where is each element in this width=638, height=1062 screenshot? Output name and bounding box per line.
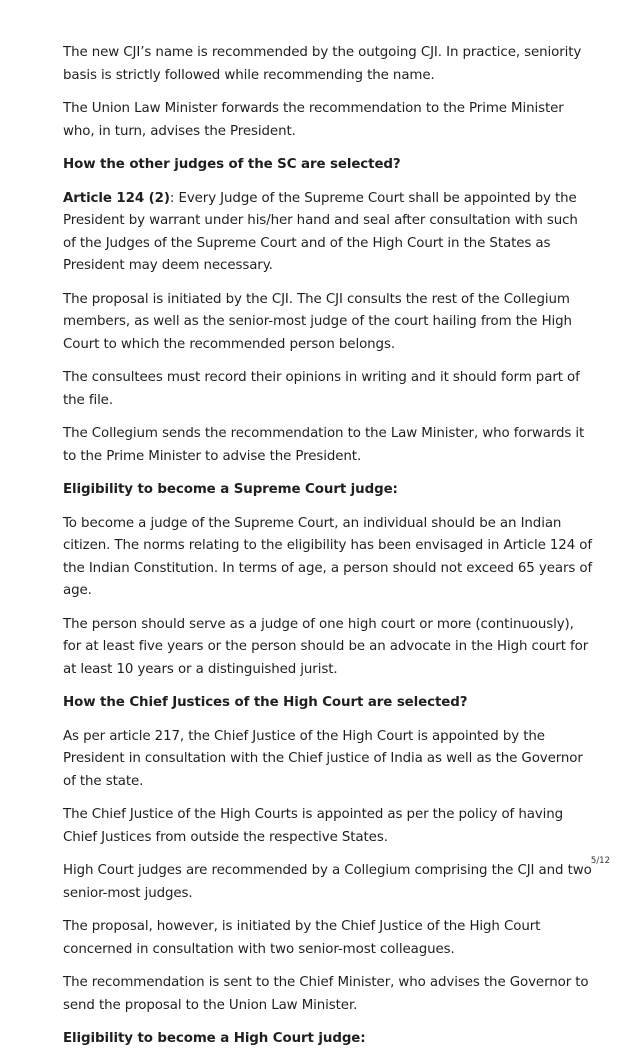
heading-hc-chief-justice-selection: How the Chief Justices of the High Court are selected?: [63, 695, 468, 710]
paragraph-article-124: [63, 188, 593, 278]
paragraph-article-217: As per article 217, the Chief Justice of the High Court is appointed by the President in consultation with the Chief justice of India as well as the Governor of the state.: [63, 728, 583, 789]
paragraph-hc-proposal: The proposal, however, is initiated by the Chief Justice of the High Court concerned in consultation with two senior-most colleagues.: [63, 919, 541, 957]
paragraph-sc-experience: The person should serve as a judge of one high court or more (continuously), for at least five years or the person should be an advocate in the High court for at least 10 years or a distinguished jurist.: [63, 616, 589, 677]
document-body: [63, 42, 593, 1062]
heading-sc-eligibility: Eligibility to become a Supreme Court judge:: [63, 482, 398, 497]
page-number: 5/12: [590, 856, 610, 866]
paragraph-chief-minister: The recommendation is sent to the Chief Minister, who advises the Governor to send the proposal to the Union Law Minister.: [63, 975, 589, 1013]
paragraph-collegium-sends: The Collegium sends the recommendation to the Law Minister, who forwards it to the Prime Minister to advise the President.: [63, 426, 585, 464]
paragraph-law-minister-forwards: The Union Law Minister forwards the recommendation to the Prime Minister who, in turn, advises the President.: [63, 101, 564, 139]
heading-sc-judges-selection: How the other judges of the SC are selected?: [63, 157, 401, 172]
paragraph-cji-recommendation: The new CJI’s name is recommended by the outgoing CJI. In practice, seniority basis is strictly followed while recommending the name.: [63, 45, 582, 83]
heading-hc-eligibility: Eligibility to become a High Court judge:: [63, 1031, 366, 1046]
paragraph-hc-collegium: High Court judges are recommended by a Collegium comprising the CJI and two senior-most judges.: [63, 863, 592, 901]
paragraph-proposal-initiated-cji: The proposal is initiated by the CJI. The CJI consults the rest of the Collegium members, as well as the senior-most judge of the court hailing from the High Court to which the recommended person belongs.: [63, 291, 572, 352]
paragraph-consultees-record: The consultees must record their opinions in writing and it should form part of the file.: [63, 370, 580, 408]
article-124-text: : Every Judge of the Supreme Court shall be appointed by the President by warrant under his/her hand and seal after consultation with such of the Judges of the Supreme Court and of the High Court in the States as President may deem necessary.: [63, 190, 578, 273]
paragraph-sc-citizenship: To become a judge of the Supreme Court, an individual should be an Indian citizen. The norms relating to the eligibility has been envisaged in Article 124 of the Indian Constitution. In terms of age, a person should not exceed 65 years of age.: [63, 515, 593, 598]
paragraph-outside-states-policy: The Chief Justice of the High Courts is appointed as per the policy of having Chief Justices from outside the respective States.: [63, 807, 564, 845]
article-124-label: Article 124 (2): [63, 190, 170, 206]
